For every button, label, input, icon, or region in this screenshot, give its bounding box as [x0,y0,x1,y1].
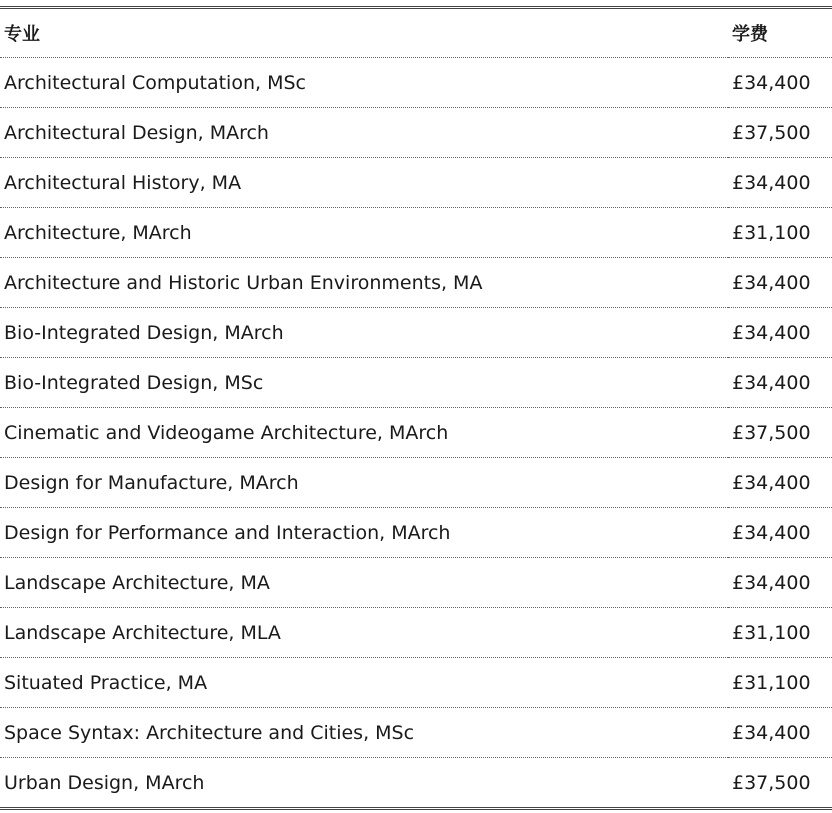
fee-cell: £34,400 [728,258,832,308]
table-row [0,108,832,158]
major-cell: Bio-Integrated Design, MSc [0,358,728,408]
major-cell: Landscape Architecture, MLA [0,608,728,658]
major-cell: Design for Performance and Interaction, MArch [0,508,728,558]
major-cell: Situated Practice, MA [0,658,728,708]
table-row [0,658,832,708]
fee-cell: £34,400 [728,508,832,558]
major-cell: Bio-Integrated Design, MArch [0,308,728,358]
tuition-table [0,9,832,807]
table-row [0,208,832,258]
table-row [0,58,832,108]
fee-cell: £37,500 [728,108,832,158]
fee-cell: £34,400 [728,358,832,408]
major-cell: Landscape Architecture, MA [0,558,728,608]
fee-cell: £34,400 [728,308,832,358]
fee-cell: £34,400 [728,158,832,208]
fee-cell: £34,400 [728,58,832,108]
major-cell: Space Syntax: Architecture and Cities, MSc [0,708,728,758]
major-cell: Architectural Computation, MSc [0,58,728,108]
fee-cell: £37,500 [732,771,811,794]
fee-cell: £34,400 [728,458,832,508]
major-cell: Architectural History, MA [0,158,728,208]
table-header-row [0,9,832,58]
table-row [0,308,832,358]
table-row [0,408,832,458]
tuition-table-container [0,6,832,810]
fee-cell: £34,400 [728,558,832,608]
fee-cell: £37,500 [728,408,832,458]
table-row [0,608,832,658]
table-bottom-rule [0,807,832,810]
major-cell: Cinematic and Videogame Architecture, MArch [0,408,728,458]
table-row [0,558,832,608]
fee-cell: £31,100 [728,208,832,258]
major-cell: Urban Design, MArch [4,771,205,794]
header-fee: 学费 [728,9,832,58]
major-cell: Design for Manufacture, MArch [0,458,728,508]
major-cell: Architectural Design, MArch [0,108,728,158]
table-row [0,158,832,208]
table-row [0,358,832,408]
major-cell: Architecture and Historic Urban Environments, MA [0,258,728,308]
table-row [0,458,832,508]
fee-cell: £31,100 [728,608,832,658]
table-row [0,708,832,758]
table-row [0,508,832,558]
table-row [0,258,832,308]
header-major: 专业 [0,9,728,58]
fee-cell: £34,400 [728,708,832,758]
table-row [0,758,832,808]
major-cell: Architecture, MArch [0,208,728,258]
fee-cell: £31,100 [728,658,832,708]
